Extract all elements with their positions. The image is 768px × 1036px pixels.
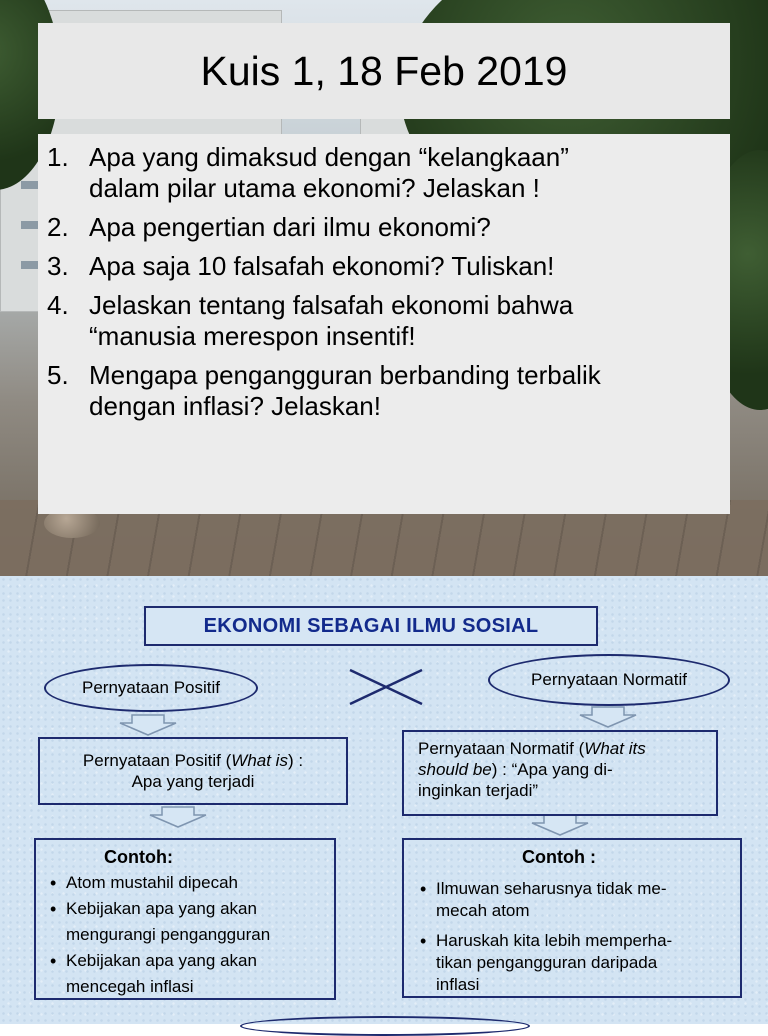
question-number: 2. [47, 212, 69, 242]
quiz-title-box [38, 23, 730, 119]
question-text-continued: dengan inflasi? Jelaskan! [89, 391, 381, 421]
normative-example-heading: Contoh : [522, 847, 596, 867]
normative-definition-suffix: ) : “Apa yang di- [491, 760, 613, 779]
normative-statement-label: Pernyataan Normatif [531, 670, 687, 689]
normative-definition-text: inginkan terjadi” [418, 781, 539, 800]
quiz-question-box [38, 134, 730, 514]
quiz-question-list [38, 134, 730, 422]
question-number: 3. [47, 251, 69, 281]
positive-example-box [34, 838, 336, 1000]
normative-definition-italic-continued: should be [418, 760, 492, 779]
question-text: Apa yang dimaksud dengan “kelangkaan” [89, 142, 569, 172]
diagram-title: EKONOMI SEBAGAI ILMU SOSIAL [203, 614, 539, 637]
quiz-question [38, 290, 730, 352]
normative-example-item: • Haruskah kita lebih memperha- [416, 930, 740, 952]
question-text: Mengapa pengangguran berbanding terbalik [89, 360, 601, 390]
down-arrow-icon [530, 814, 590, 836]
down-arrow-icon [578, 706, 638, 728]
positive-definition-text: Apa yang terjadi [131, 772, 255, 791]
question-text: Apa saja 10 falsafah ekonomi? Tuliskan! [89, 251, 555, 281]
quiz-question [38, 251, 730, 282]
quiz-question [38, 142, 730, 204]
normative-statement-oval [488, 654, 730, 706]
question-text-continued: “manusia merespon insentif! [89, 321, 416, 351]
positive-definition-box [38, 737, 348, 805]
question-number: 4. [47, 290, 69, 320]
positive-example-item-continued: mengurangi pengangguran [66, 925, 271, 944]
quiz-title: Kuis 1, 18 Feb 2019 [200, 47, 568, 94]
positive-definition-prefix: Pernyataan Positif ( [82, 751, 232, 770]
question-text: Apa pengertian dari ilmu ekonomi? [89, 212, 491, 242]
normative-example-item-continued: mecah atom [436, 901, 530, 920]
diagram-title-box [144, 606, 598, 646]
question-number: 5. [47, 360, 69, 390]
normative-example-item-continued: tikan pengangguran daripada [436, 953, 658, 972]
quiz-question [38, 360, 730, 422]
positive-example-item: • Kebijakan apa yang akan [46, 948, 334, 974]
normative-example-item: • Ilmuwan seharusnya tidak me- [416, 878, 740, 900]
positive-example-item: • Kebijakan apa yang akan [46, 896, 334, 922]
normative-definition-box [402, 730, 718, 816]
down-arrow-icon [148, 806, 208, 828]
positive-definition-suffix: ) : [287, 751, 304, 770]
normative-definition-prefix: Pernyataan Normatif ( [418, 739, 585, 758]
normative-example-item-continued: inflasi [436, 975, 480, 994]
down-arrow-icon [118, 714, 178, 736]
question-text: Jelaskan tentang falsafah ekonomi bahwa [89, 290, 574, 320]
positive-statement-label: Pernyataan Positif [82, 678, 220, 697]
positive-statement-oval [44, 664, 258, 712]
question-number: 1. [47, 142, 69, 172]
question-text-continued: dalam pilar utama ekonomi? Jelaskan ! [89, 173, 540, 203]
contrast-cross-icon [346, 664, 426, 708]
positive-example-heading: Contoh: [104, 847, 173, 867]
normative-example-box [402, 838, 742, 998]
quiz-question [38, 212, 730, 243]
positive-example-item: • Atom mustahil dipecah [46, 870, 334, 896]
bottom-partial-shape [240, 1016, 530, 1036]
positive-example-item-continued: mencegah inflasi [66, 977, 194, 996]
normative-definition-italic: What its [584, 739, 646, 758]
positive-definition-italic: What is [231, 751, 288, 770]
